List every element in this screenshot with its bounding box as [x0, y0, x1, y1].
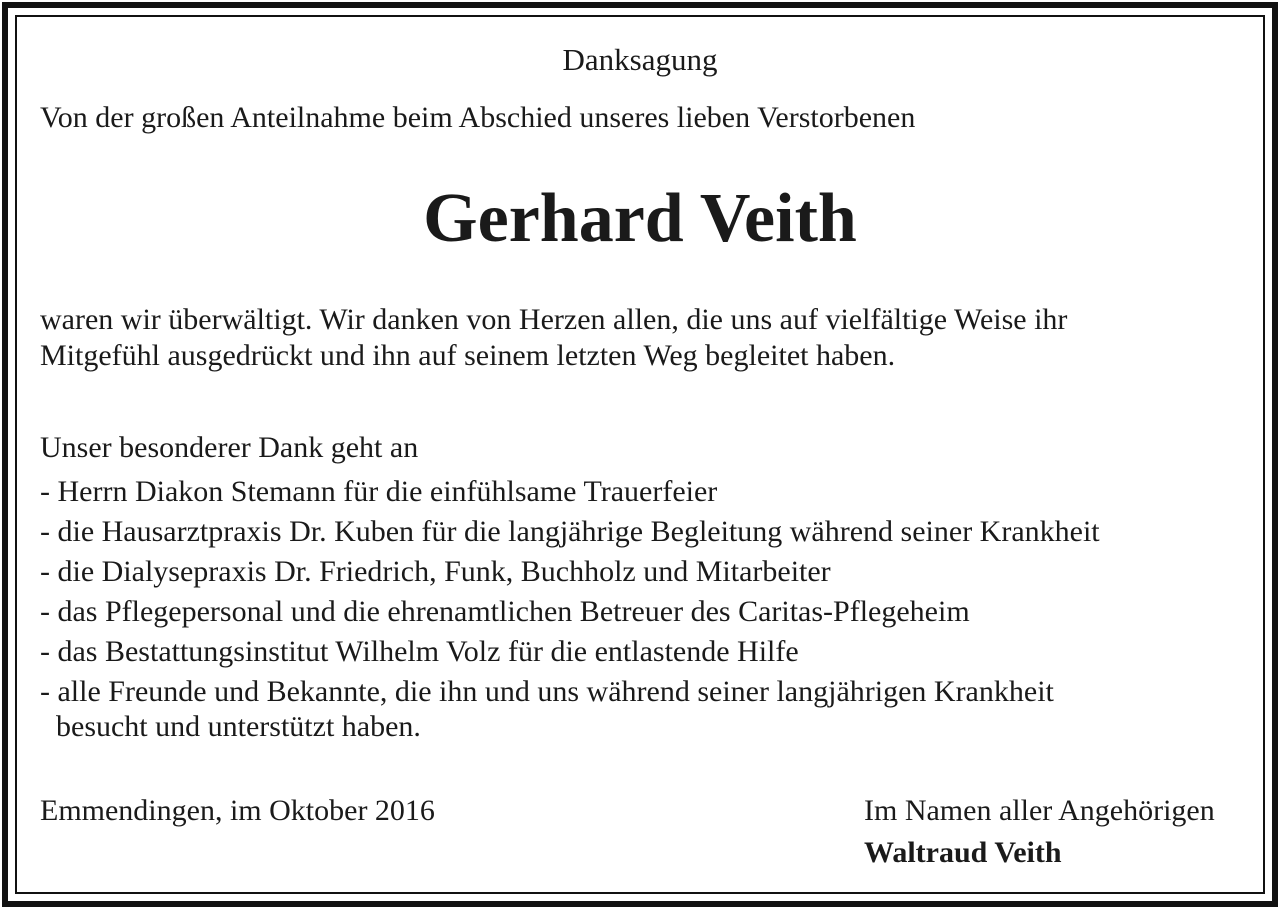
thanks-intro: Unser besonderer Dank geht an: [40, 431, 419, 464]
thanks-item-continuation: besucht und unterstützt haben.: [56, 710, 421, 743]
thanks-item: - alle Freunde und Bekannte, die ihn und uns während seiner langjährigen Krankheit: [40, 675, 1054, 708]
on-behalf-text: Im Namen aller Angehörigen: [864, 794, 1215, 827]
thanks-item: - die Hausarztpraxis Dr. Kuben für die langjährige Begleitung während seiner Krankheit: [40, 515, 1100, 548]
thanks-item: - das Pflegepersonal und die ehrenamtlichen Betreuer des Caritas-Pflegeheim: [40, 595, 970, 628]
body-text-line: Mitgefühl ausgedrückt und ihn auf seinem letzten Weg begleitet haben.: [40, 339, 896, 372]
signer-name: Waltraud Veith: [864, 836, 1062, 869]
thanks-list: [40, 472, 1100, 712]
deceased-name: Gerhard Veith: [423, 180, 857, 257]
intro-text: Von der großen Anteilnahme beim Abschied unseres lieben Verstorbenen: [40, 101, 916, 134]
place-date: Emmendingen, im Oktober 2016: [40, 794, 435, 827]
thanks-item: - das Bestattungsinstitut Wilhelm Volz für die entlastende Hilfe: [40, 635, 799, 668]
thanks-item: - Herrn Diakon Stemann für die einfühlsame Trauerfeier: [40, 475, 718, 508]
thanks-item: - die Dialysepraxis Dr. Friedrich, Funk, Buchholz und Mitarbeiter: [40, 555, 831, 588]
notice-heading: Danksagung: [562, 42, 718, 77]
body-text-line: waren wir überwältigt. Wir danken von Herzen allen, die uns auf vielfältige Weise ihr: [40, 303, 1068, 336]
